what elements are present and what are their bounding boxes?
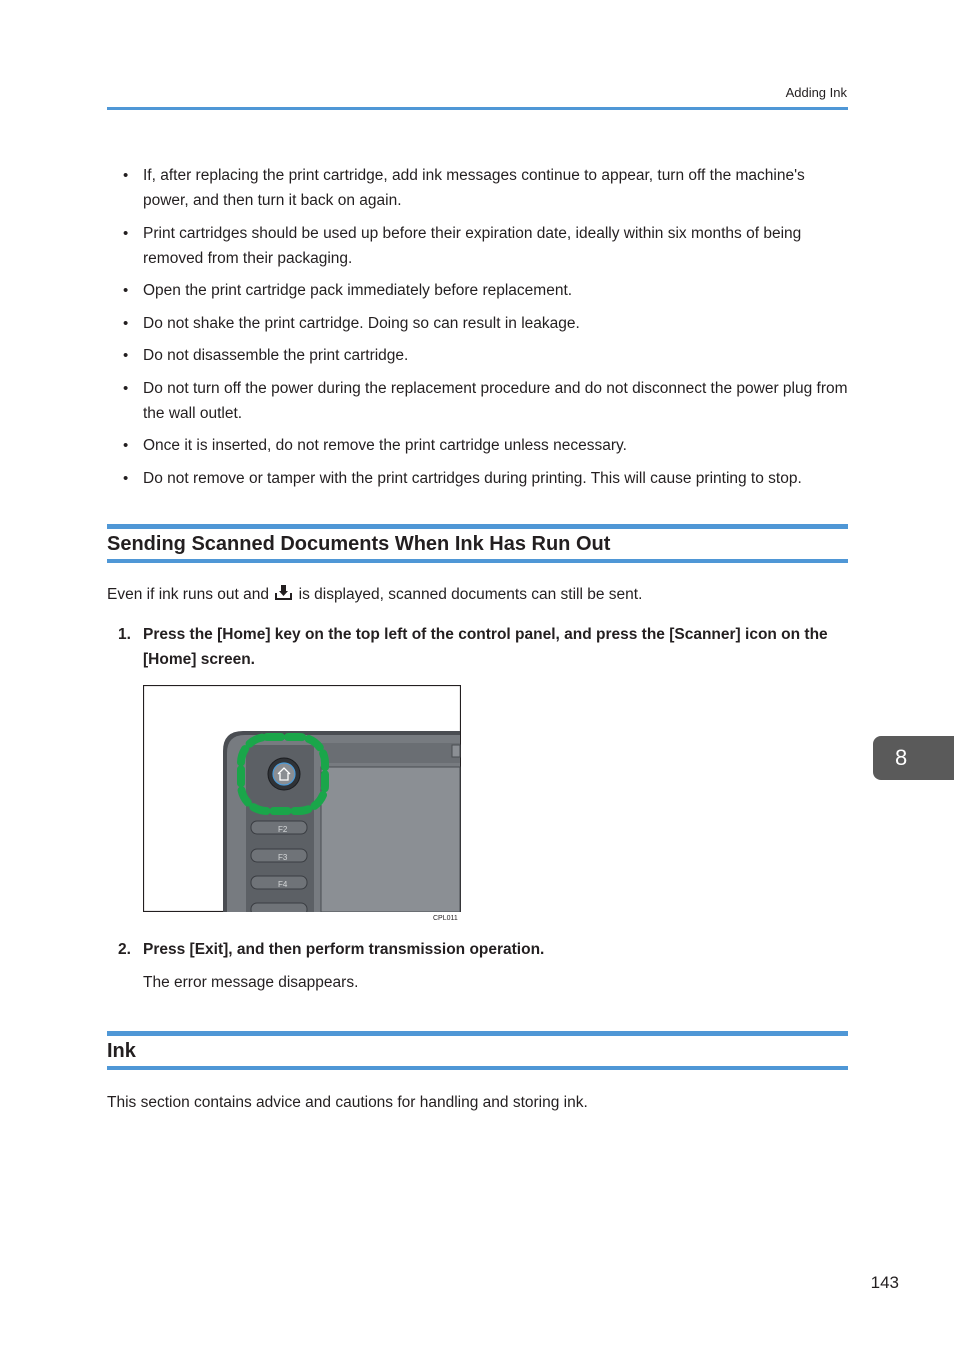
bullet-icon: •: [123, 314, 129, 332]
ink-empty-icon: [275, 584, 292, 609]
step-number: 2.: [118, 941, 131, 958]
list-item: • Open the print cartridge pack immediately before replacement.: [107, 278, 848, 303]
list-item: • Print cartridges should be used up before their expiration date, ideally within six months of being removed from their packaging.: [107, 221, 848, 271]
step-2: [107, 937, 848, 962]
bullet-icon: •: [123, 379, 129, 397]
key-label-f4: F4: [278, 880, 288, 889]
bullet-icon: •: [123, 437, 129, 454]
section-heading-sending-scanned: [107, 524, 848, 563]
ink-section-text: This section contains advice and cautions for handling and storing ink.: [107, 1094, 588, 1111]
step-2-note: The error message disappears.: [143, 974, 359, 991]
caution-list: [107, 163, 848, 498]
bullet-icon: •: [123, 224, 129, 242]
list-item: • Once it is inserted, do not remove the print cartridge unless necessary.: [107, 433, 848, 458]
running-header: Adding Ink: [785, 85, 847, 100]
key-label-f3: F3: [278, 853, 288, 862]
step-text: Press [Exit], and then perform transmission operation.: [143, 941, 545, 958]
list-item: • Do not shake the print cartridge. Doing so can result in leakage.: [107, 311, 848, 336]
step-1: [107, 622, 848, 672]
control-panel-figure: [143, 685, 461, 912]
chapter-tab: 8: [873, 736, 954, 780]
bullet-icon: •: [123, 282, 129, 299]
page-number: 143: [870, 1273, 899, 1292]
step-text: Press the [Home] key on the top left of the control panel, and press the [Scanner] icon on the [Home] screen.: [143, 626, 828, 668]
section-heading-ink: [107, 1031, 848, 1070]
list-item: • Do not disassemble the print cartridge.: [107, 343, 848, 368]
bullet-icon: •: [123, 167, 129, 184]
header-rule: [107, 107, 848, 110]
section-bottom-rule: [107, 559, 848, 563]
step-number: 1.: [118, 626, 131, 643]
section-title: Sending Scanned Documents When Ink Has Run Out: [107, 533, 611, 555]
bullet-icon: •: [123, 469, 129, 487]
section-title: Ink: [107, 1040, 136, 1062]
section-intro: Even if ink runs out and is displayed, scanned documents can still be sent.: [107, 582, 848, 609]
list-item: • Do not remove or tamper with the print cartridges during printing. This will cause printing to stop.: [107, 466, 848, 491]
section-bottom-rule: [107, 1066, 848, 1070]
list-item: • Do not turn off the power during the replacement procedure and do not disconnect the power plug from the wall outlet.: [107, 376, 848, 426]
list-item: • If, after replacing the print cartridge, add ink messages continue to appear, turn off the machine's power, and then turn it back on again.: [107, 163, 848, 213]
key-label-f2: F2: [278, 825, 288, 834]
figure-caption: CPL011: [433, 915, 458, 922]
bullet-icon: •: [123, 347, 129, 364]
